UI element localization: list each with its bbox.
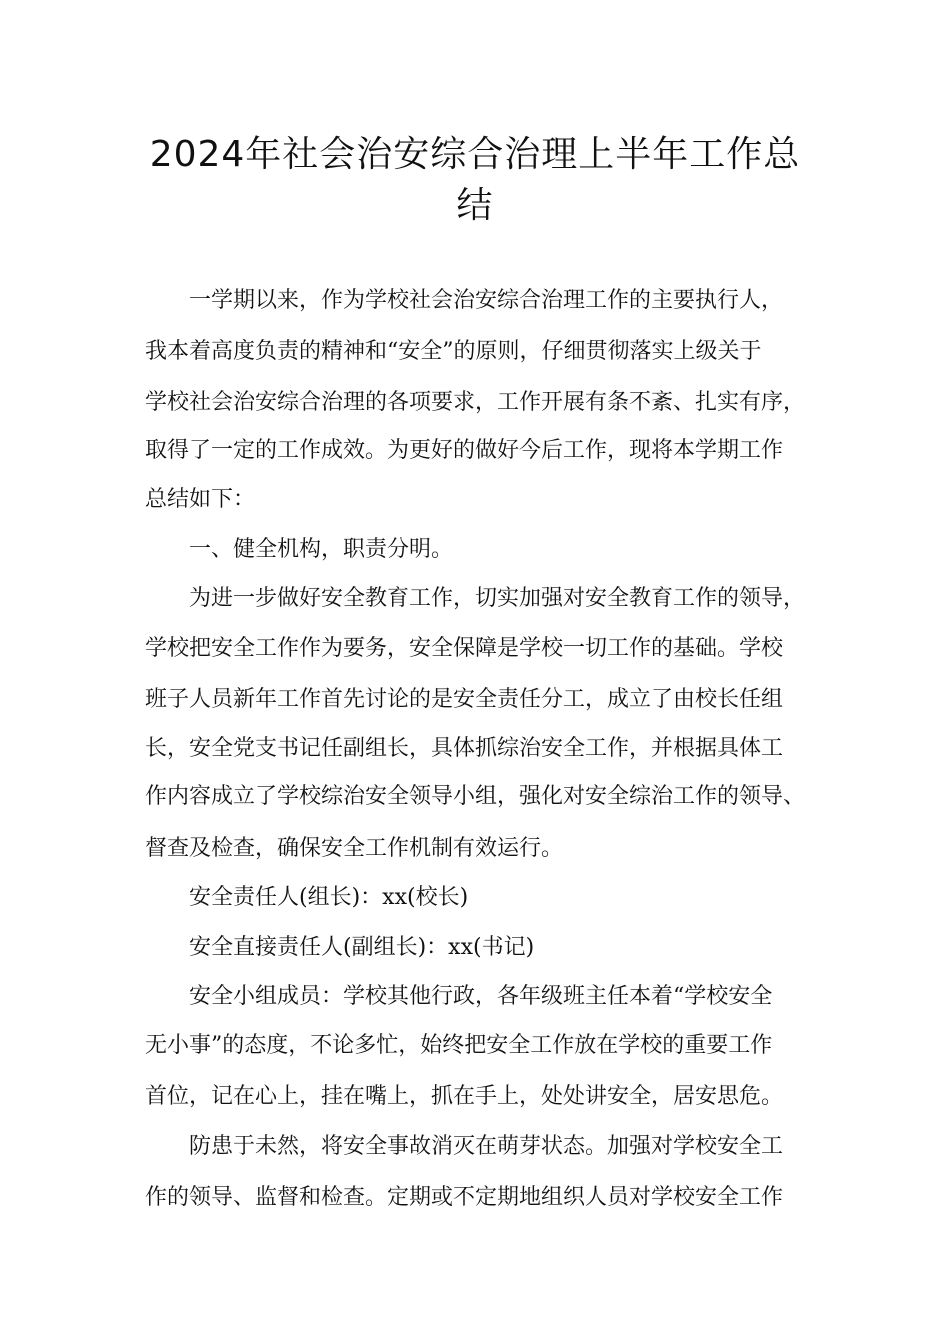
paragraph-line: 防患于未然，将安全事故消灭在萌芽状态。加强对学校安全工 [189,1134,784,1159]
document-title-line-1: 2024年社会治安综合治理上半年工作总 [149,134,801,175]
paragraph-line: 总结如下： [145,487,256,512]
document-title-line-2: 结 [456,185,494,226]
paragraph-line: 班子人员新年工作首先讨论的是安全责任分工，成立了由校长任组 [145,687,784,712]
paragraph-line: 一学期以来，作为学校社会治安综合治理工作的主要执行人， [189,288,784,313]
paragraph-line: 长，安全党支书记任副组长，具体抓综治安全工作，并根据具体工 [145,736,784,761]
direct-responsible-person-line: 安全直接责任人(副组长)：xx(书记) [189,935,535,960]
paragraph-line: 首位，记在心上，挂在嘴上，抓在手上，处处讲安全，居安思危。 [145,1084,784,1109]
paragraph-line: 为进一步做好安全教育工作，切实加强对安全教育工作的领导， [189,586,806,611]
paragraph-line: 安全小组成员：学校其他行政，各年级班主任本着“学校安全 [189,984,773,1009]
paragraph-line: 取得了一定的工作成效。为更好的做好今后工作，现将本学期工作 [145,438,784,463]
paragraph-line: 督查及检查，确保安全工作机制有效运行。 [145,836,564,861]
section-heading: 一、健全机构，职责分明。 [189,537,454,562]
responsible-person-line: 安全责任人(组长)：xx(校长) [189,885,469,910]
paragraph-line: 无小事”的态度，不论多忙，始终把安全工作放在学校的重要工作 [145,1033,773,1058]
paragraph-line: 作内容成立了学校综治安全领导小组，强化对安全综治工作的领导、 [145,784,806,809]
paragraph-line: 学校社会治安综合治理的各项要求，工作开展有条不紊、扎实有序， [145,390,806,415]
paragraph-line: 我本着高度负责的精神和“安全”的原则，仔细贯彻落实上级关于 [145,339,762,364]
paragraph-line: 作的领导、监督和检查。定期或不定期地组织人员对学校安全工作 [145,1185,784,1210]
paragraph-line: 学校把安全工作作为要务，安全保障是学校一切工作的基础。学校 [145,636,784,661]
